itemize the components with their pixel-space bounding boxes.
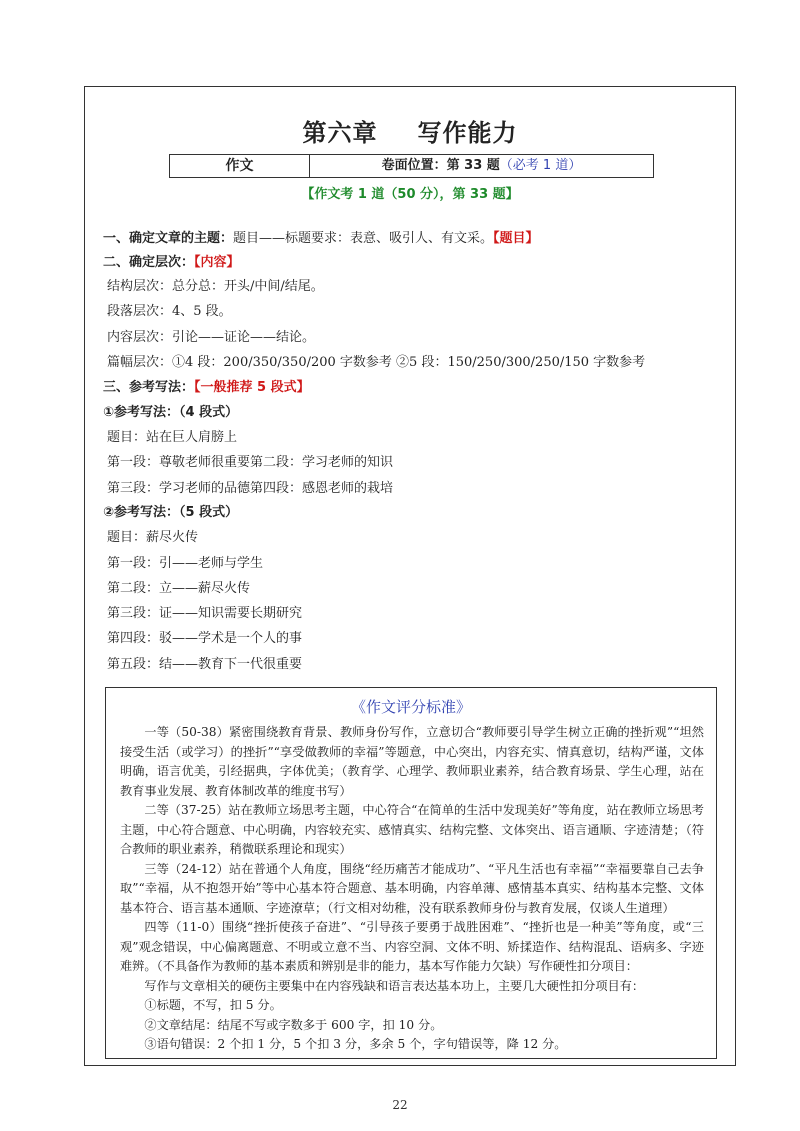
section-2-heading: 二、确定层次：【内容】 [103,255,240,270]
header-cell-position: 卷面位置：第 33 题（必考 1 道） [381,158,582,173]
rubric-body [106,717,716,1055]
rubric-line: ①标题，不写，扣 5 分。 [144,998,282,1012]
rubric-line: ③语句错误：2 个扣 1 分，5 个扣 3 分，多余 5 个，字句错误等，降 12 分。 [144,1037,567,1051]
list-item: 结构层次：总分总：开头/中间/结尾。 [107,279,324,294]
list-item: 题目：站在巨人肩膀上 [107,430,238,445]
rubric-line: 写作与文章相关的硬伤主要集中在内容残缺和语言表达基本功上，主要几大硬性扣分项目有： [144,978,645,993]
rubric-line: ②文章结尾：结尾不写或字数多于 600 字，扣 10 分。 [144,1017,443,1032]
exam-subtitle: 【作文考 1 道（50 分），第 33 题】 [301,187,519,202]
list-item: 第三段：学习老师的品德第四段：感恩老师的栽培 [107,481,394,496]
list-item: 第一段：引——老师与学生 [107,556,264,571]
way-2-heading: ②参考写法：（5 段式） [103,505,239,520]
list-item: 第二段：立——薪尽火传 [107,581,251,596]
list-item: 题目：薪尽火传 [107,530,199,545]
list-item: 内容层次：引论——证论——结论。 [107,330,316,345]
list-item: 第五段：结——教育下一代很重要 [107,657,303,672]
page-number: 22 [392,1098,408,1112]
section-3-heading: 三、参考写法：【一般推荐 5 段式】 [103,380,310,395]
section-1: 一、确定文章的主题：题目——标题要求：表意、吸引人、有文采。【题目】 [103,231,539,246]
page-frame [84,86,736,1066]
list-item: 第四段：驳——学术是一个人的事 [107,631,303,646]
chapter-number: 第六章 [302,119,378,147]
list-item: 第一段：尊敬老师很重要第二段：学习老师的知识 [107,455,394,470]
list-item: 篇幅层次：①4 段：200/350/350/200 字数参考 ②5 段：150/250/300/250/150 字数参考 [107,355,646,370]
header-cell-type: 作文 [170,155,310,177]
list-item: 第三段：证——知识需要长期研究 [107,606,303,621]
chapter-name: 写作能力 [417,119,518,147]
required-note: （必考 1 道） [499,158,582,173]
rubric-paragraph: 四等（11-0）围绕“挫折使孩子奋进”、“引导孩子要勇于战胜困难”、“挫折也是一种美”等角度，或“三观”观念错误，中心偏离题意、不明或立意不当、内容空洞、文体不明、矫揉造作、结构混乱、语病多、字迹难辨。（不具备作为教师的基本素质和辨别是非的能力，基本写作能力欠缺）写作硬性扣分项目： [120,920,704,973]
rubric-box [105,687,717,1059]
header-table [169,154,654,178]
rubric-title: 《作文评分标准》 [350,698,471,716]
rubric-paragraph: 三等（24-12）站在普通个人角度，围绕“经历痛苦才能成功”、“平凡生活也有幸福”“幸福要靠自己去争取”“幸福，从不抱怨开始”等中心基本符合题意、基本明确，内容单薄、感情基本真实、结构基本完整、文体基本符合、语言基本通顺、字迹潦草；（行文相对幼稚，没有联系教师身份与教育发展，仅谈人生道理） [120,861,704,915]
chapter-title [85,113,735,148]
rubric-paragraph: 二等（37-25）站在教师立场思考主题，中心符合“在简单的生活中发现美好”等角度，站在教师立场思考主题，中心符合题意、中心明确，内容较充实、感情真实、结构完整、文体突出、语言通顺、字迹清楚；（符合教师的职业素养，稍微联系理论和现实） [120,803,704,856]
list-item: 段落层次：4、5 段。 [107,304,232,319]
rubric-paragraph: 一等（50-38）紧密围绕教育背景、教师身份写作，立意切合“教师要引导学生树立正确的挫折观”“坦然接受生活（或学习）的挫折”“享受做教师的幸福”等题意，中心突出，内容充实、情真意切，结构严谨，文体明确，语言优美，引经据典，字体优美；（教育学、心理学、教师职业素养，结合教育场景、学生心理，站在教育事业发展、教育体制改革的维度书写） [120,725,704,798]
way-1-heading: ①参考写法：（4 段式） [103,405,239,420]
